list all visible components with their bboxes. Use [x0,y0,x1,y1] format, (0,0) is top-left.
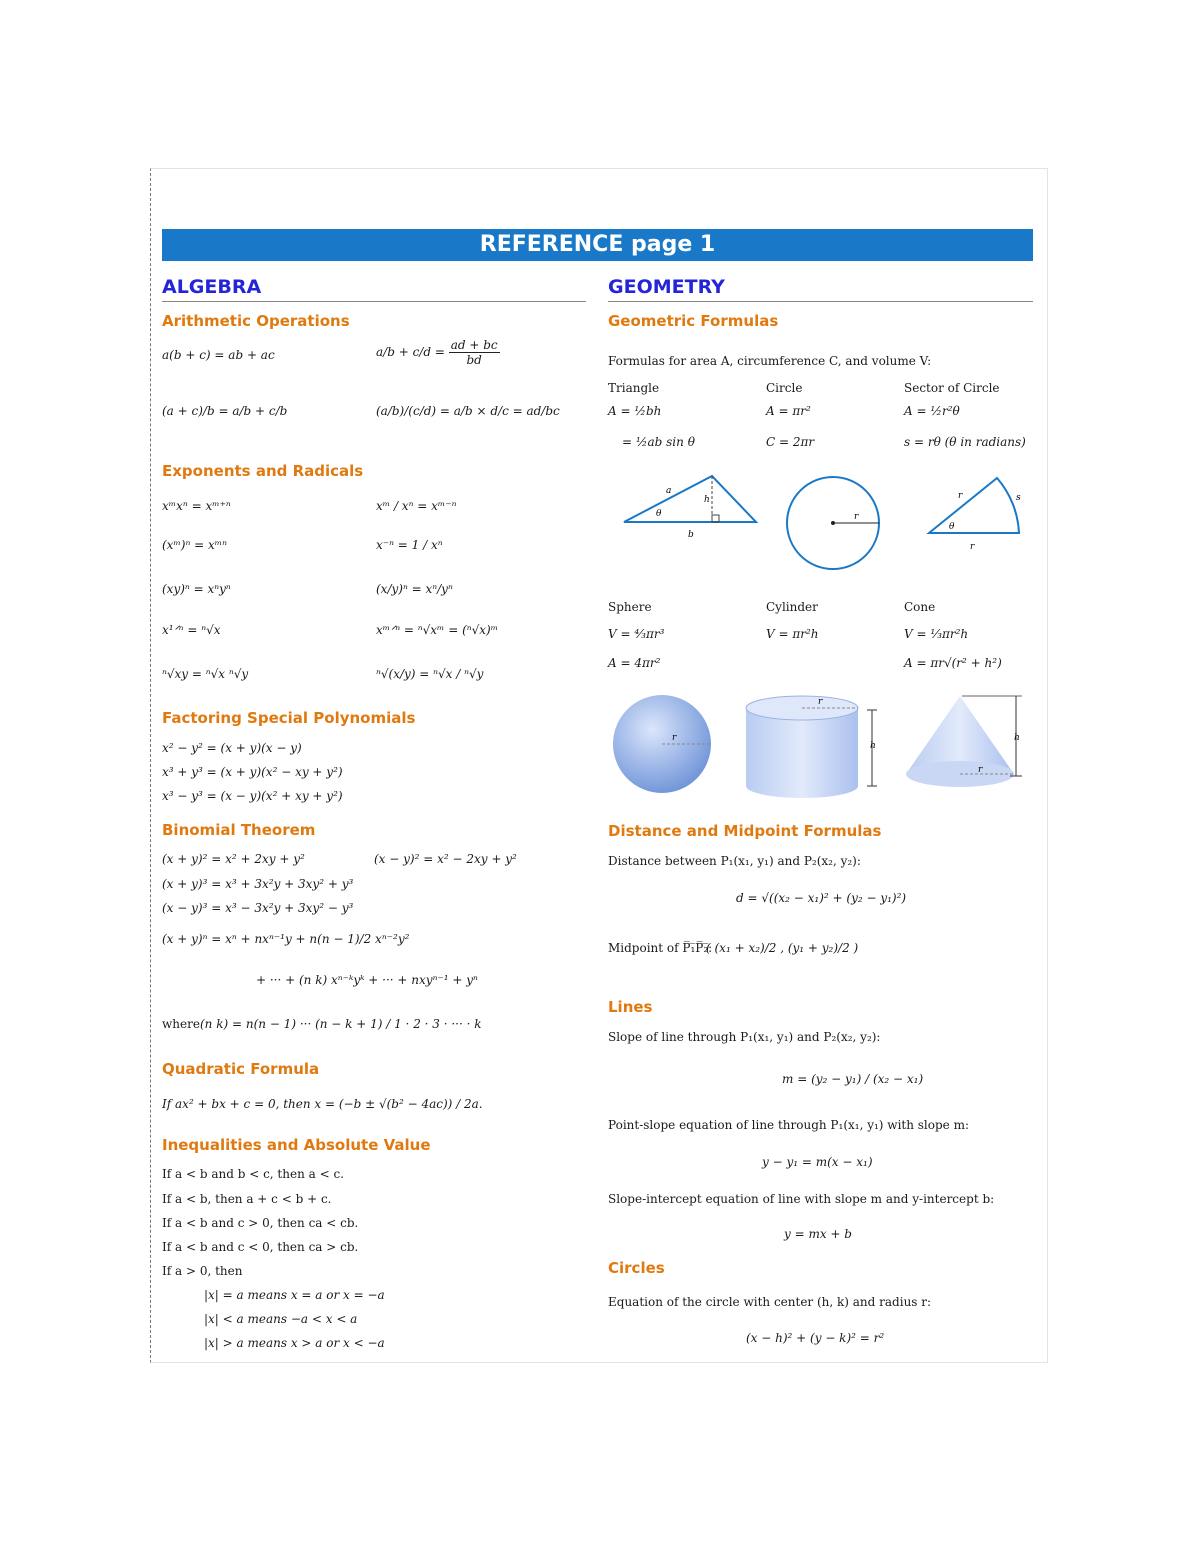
svg-text:h: h [1014,733,1020,743]
quad-q1: If ax² + bx + c = 0, then x = (−b ± √(b² − 4ac)) / 2a. [162,1097,483,1111]
arith-f2-lhs: a/b + c/d [376,345,432,359]
ineq-i3: If a < b and c > 0, then ca < cb. [162,1216,359,1230]
ineq-i5: If a > 0, then [162,1264,243,1278]
factor-l3: x³ − y³ = (x − y)(x² + xy + y²) [162,789,343,803]
factor-title: Factoring Special Polynomials [162,709,416,727]
exp-e6: (x/y)ⁿ = xⁿ/yⁿ [376,582,453,596]
arith-f4: (a/b)/(c/d) = a/b × d/c = ad/bc [376,404,560,418]
sph-f1: V = ⁴⁄₃πr³ [608,627,665,641]
cyl-f1: V = πr²h [766,627,819,641]
binom-b1: (x + y)² = x² + 2xy + y² [162,852,305,866]
quad-title: Quadratic Formula [162,1060,320,1078]
dist-d3: ( (x₁ + x₂)/2 , (y₁ + y₂)/2 ) [706,941,859,955]
arith-title: Arithmetic Operations [162,312,350,330]
arith-f2-num: ad + bc [450,338,498,352]
triangle-figure [624,476,756,540]
binom-b6: + ··· + (n k) xⁿ⁻ᵏyᵏ + ··· + nxyⁿ⁻¹ + yⁿ [256,973,478,987]
svg-text:h: h [870,741,876,751]
ineq-a2: |x| < a means −a < x < a [204,1312,358,1326]
ineq-i4: If a < b and c < 0, then ca > cb. [162,1240,359,1254]
svg-text:h: h [704,495,710,505]
tri-f1: A = ½bh [608,404,662,418]
solid-figures [600,690,1040,800]
svg-text:r: r [672,733,677,743]
svg-text:r: r [970,542,975,552]
geometry-heading: GEOMETRY [608,270,1033,302]
lines-l4: y − y₁ = m(x − x₁) [762,1155,873,1169]
svg-text:a: a [666,486,672,496]
exp-e10: ⁿ√(x/y) = ⁿ√x / ⁿ√y [376,667,484,681]
ineq-title: Inequalities and Absolute Value [162,1136,431,1154]
circle-figure [787,477,879,569]
tri-label: Triangle [608,381,660,395]
sector-figure [929,478,1021,552]
binom-b3: (x + y)³ = x³ + 3x²y + 3xy² + y³ [162,877,354,891]
factor-l1: x² − y² = (x + y)(x − y) [162,741,302,755]
binom-b2: (x − y)² = x² − 2xy + y² [374,852,517,866]
cyl-label: Cylinder [766,600,818,614]
svg-text:b: b [688,530,694,540]
arith-f3: (a + c)/b = a/b + c/b [162,404,288,418]
sec-f2: s = rθ (θ in radians) [904,435,1026,449]
ineq-a1: |x| = a means x = a or x = −a [204,1288,385,1302]
exp-e2: xᵐ / xⁿ = xᵐ⁻ⁿ [376,499,457,513]
svg-text:r: r [958,491,963,501]
svg-text:r: r [978,765,983,775]
ineq-a3: |x| > a means x > a or x < −a [204,1336,385,1350]
exp-e7: x¹ᐟⁿ = ⁿ√x [162,623,221,637]
svg-text:θ: θ [949,522,955,532]
algebra-heading: ALGEBRA [162,270,586,302]
factor-l2: x³ + y³ = (x + y)(x² − xy + y²) [162,765,343,779]
geometry-column [608,270,1033,302]
cone-figure [906,696,1022,787]
cone-label: Cone [904,600,936,614]
exp-e1: xᵐxⁿ = xᵐ⁺ⁿ [162,499,231,513]
exp-e8: xᵐᐟⁿ = ⁿ√xᵐ = (ⁿ√x)ᵐ [376,623,499,637]
arith-f2: a/b + c/d = $\frac{ad + bc}{bd}$ [376,338,498,367]
svg-text:θ: θ [656,509,662,519]
banner-title: REFERENCE page 1 [162,229,1033,261]
sphere-figure [613,695,711,793]
binom-b7: (n k) = n(n − 1) ··· (n − k + 1) / 1 · 2 · 3 · ··· · k [200,1017,482,1031]
cir-label: Circle [766,381,803,395]
sph-f2: A = 4πr² [608,656,661,670]
lines-title: Lines [608,998,653,1016]
circles-title: Circles [608,1259,665,1277]
lines-l2: m = (y₂ − y₁) / (x₂ − x₁) [782,1072,924,1086]
cone-f2: A = πr√(r² + h²) [904,656,1002,670]
svg-text:s: s [1016,493,1021,503]
arith-f2-den: bd [466,353,482,367]
binom-title: Binomial Theorem [162,821,316,839]
circles-c2: (x − h)² + (y − k)² = r² [746,1331,885,1345]
svg-text:r: r [818,697,823,707]
dist-d3-label: Midpoint of P̅₁̅P̅₂̅: [608,941,713,955]
binom-b5: (x + y)ⁿ = xⁿ + nxⁿ⁻¹y + n(n − 1)/2 xⁿ⁻²y² [162,932,410,946]
sph-label: Sphere [608,600,652,614]
exp-e4: x⁻ⁿ = 1 / xⁿ [376,538,443,552]
dist-d1: Distance between P₁(x₁, y₁) and P₂(x₂, y₂): [608,854,861,868]
cylinder-figure [746,696,877,798]
lines-l5: Slope-intercept equation of line with slope m and y-intercept b: [608,1192,995,1206]
ineq-i1: If a < b and b < c, then a < c. [162,1167,344,1181]
lines-l6: y = mx + b [784,1227,852,1241]
geo-title: Geometric Formulas [608,312,779,330]
geo-intro: Formulas for area A, circumference C, and volume V: [608,354,932,368]
cir-f2: C = 2πr [766,435,815,449]
svg-text:r: r [854,512,859,522]
arith-f1: a(b + c) = ab + ac [162,348,275,362]
plane-figures [600,460,1040,580]
cone-f1: V = ⅓πr²h [904,627,969,641]
sec-label: Sector of Circle [904,381,1000,395]
tri-f2: = ½ab sin θ [622,435,695,449]
exp-title: Exponents and Radicals [162,462,364,480]
binom-where: where [162,1017,200,1031]
exp-e5: (xy)ⁿ = xⁿyⁿ [162,582,231,596]
circles-c1: Equation of the circle with center (h, k) and radius r: [608,1295,932,1309]
lines-l3: Point-slope equation of line through P₁(x₁, y₁) with slope m: [608,1118,970,1132]
algebra-column [162,270,586,302]
lines-l1: Slope of line through P₁(x₁, y₁) and P₂(x₂, y₂): [608,1030,881,1044]
sec-f1: A = ½r²θ [904,404,960,418]
exp-e3: (xᵐ)ⁿ = xᵐⁿ [162,538,228,552]
exp-e9: ⁿ√xy = ⁿ√x ⁿ√y [162,667,249,681]
dist-title: Distance and Midpoint Formulas [608,822,882,840]
ineq-i2: If a < b, then a + c < b + c. [162,1192,332,1206]
dist-d2: d = √((x₂ − x₁)² + (y₂ − y₁)²) [736,891,907,905]
arith-f2-frac [449,338,500,367]
binom-b4: (x − y)³ = x³ − 3x²y + 3xy² − y³ [162,901,354,915]
cir-f1: A = πr² [766,404,811,418]
